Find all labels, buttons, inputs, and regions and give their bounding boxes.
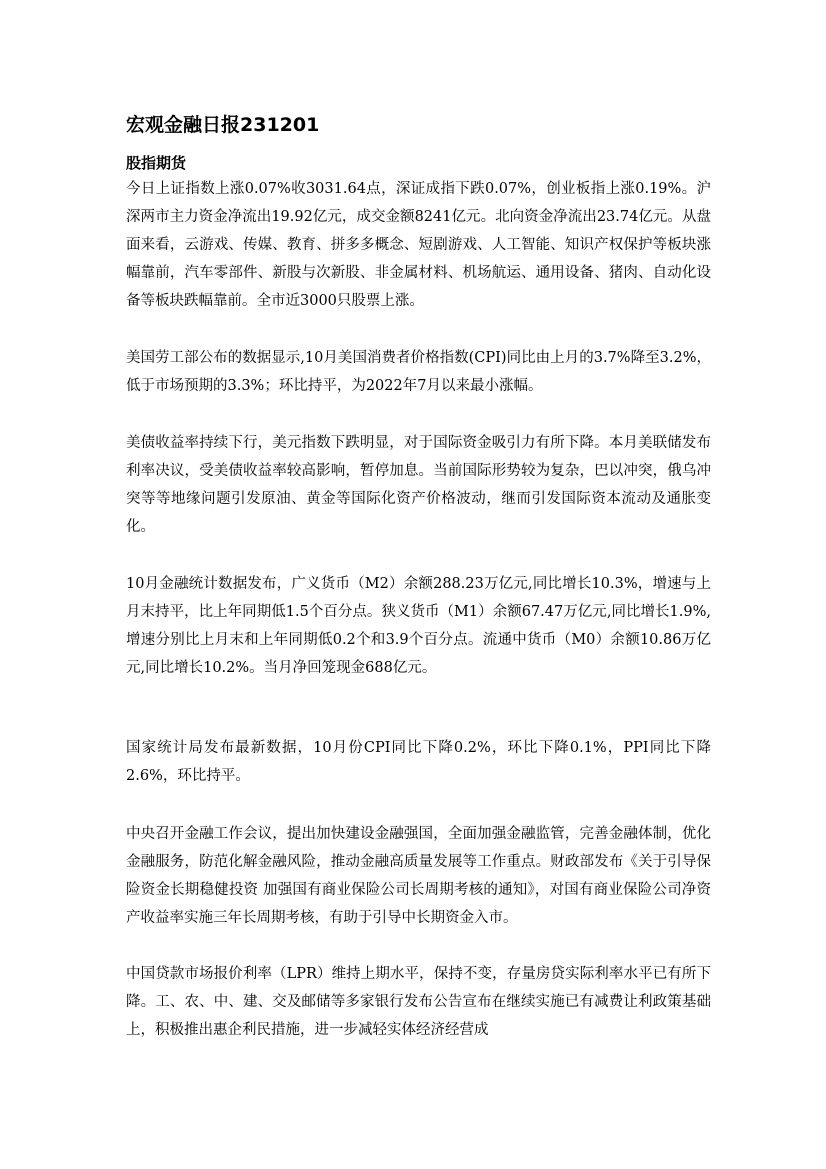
paragraph-china-cpi-ppi: 国家统计局发布最新数据，10月份CPI同比下降0.2%，环比下降0.1%，PPI同比下降2.6%，环比持平。 [126,740,711,784]
paragraph-money-supply: 10月金融统计数据发布，广义货币（M2）余额288.23万亿元,同比增长10.3%，增速与上月末持平，比上年同期低1.5个百分点。狭义货币（M1）余额67.47万亿元,同比增长1.9%,增速分别比上月末和上年同期低0.2个和3.9个百分点。流通中货币（M0）余额10.86万亿元,同比增长10.2%。当月净回笼现金688亿元。 [126,576,711,676]
paragraph-financial-work-conference: 中央召开金融工作会议，提出加快建设金融强国，全面加强金融监管，完善金融体制，优化金融服务，防范化解金融风险，推动金融高质量发展等工作重点。财政部发布《关于引导保险资金长期稳健投资 加强国有商业保险公司长周期考核的通知》，对国有商业保险公司净资产收益率实施三年长周期考核，有助于引导中长期资金入市。 [126,826,711,926]
paragraph-us-cpi: 美国劳工部公布的数据显示,10月美国消费者价格指数(CPI)同比由上月的3.7%降至3.2%，低于市场预期的3.3%；环比持平，为2022年7月以来最小涨幅。 [126,350,711,394]
section-heading: 股指期货 [126,154,187,172]
paragraph-us-treasury: 美债收益率持续下行，美元指数下跌明显，对于国际资金吸引力有所下降。本月美联储发布利率决议，受美债收益率较高影响，暂停加息。当前国际形势较为复杂，巴以冲突，俄乌冲突等等地缘问题引发原油、黄金等国际化资产价格波动，继而引发国际资本流动及通胀变化。 [126,435,711,535]
paragraph-market-summary: 今日上证指数上涨0.07%收3031.64点，深证成指下跌0.07%，创业板指上涨0.19%。沪深两市主力资金净流出19.92亿元，成交金额8241亿元。北向资金净流出23.74亿元。从盘面来看，云游戏、传媒、教育、拼多多概念、短剧游戏、人工智能、知识产权保护等板块涨幅靠前，汽车零部件、新股与次新股、非金属材料、机场航运、通用设备、猪肉、自动化设备等板块跌幅靠前。全市近3000只股票上涨。 [126,181,711,309]
page-title: 宏观金融日报231201 [126,114,320,136]
paragraph-lpr: 中国贷款市场报价利率（LPR）维持上期水平，保持不变，存量房贷实际利率水平已有所下降。工、农、中、建、交及邮储等多家银行发布公告宣布在继续实施已有减费让利政策基础上，积极推出惠企利民措施，进一步减轻实体经济经营成 [126,966,711,1038]
